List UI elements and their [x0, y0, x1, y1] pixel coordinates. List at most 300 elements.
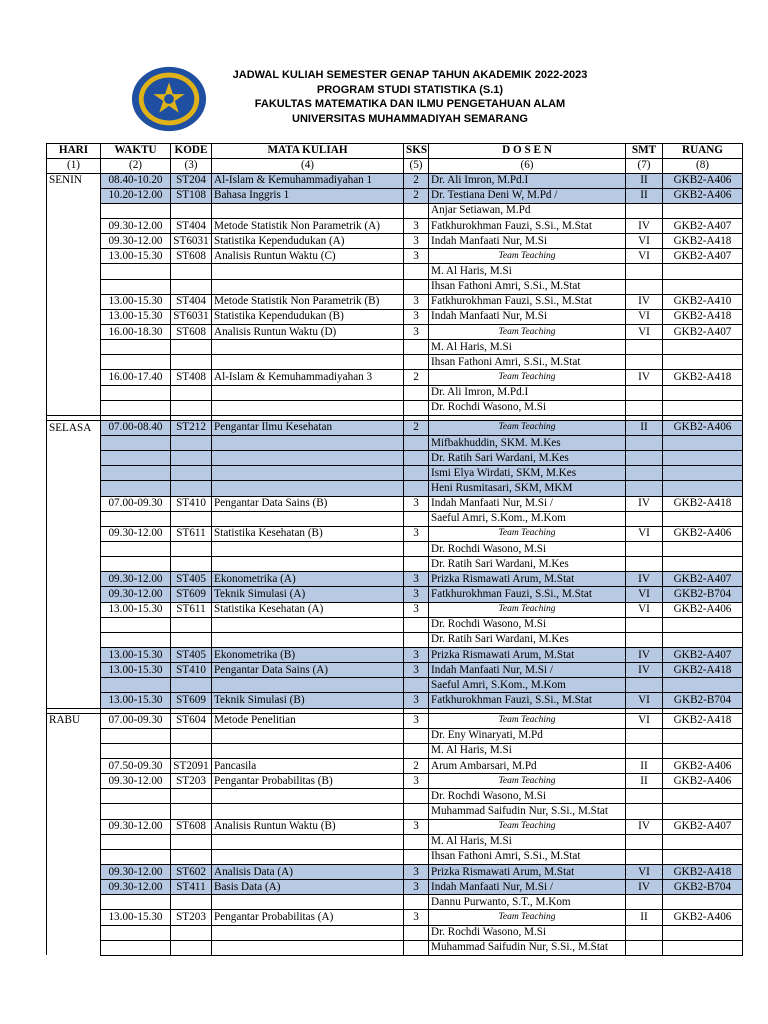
cell-dosen: Mifbakhuddin, SKM. M.Kes: [429, 436, 626, 451]
cell-sks: 3: [404, 325, 429, 340]
table-row: [47, 693, 743, 708]
cell-mata-kuliah: [212, 385, 404, 400]
table-row: [47, 511, 743, 526]
cell-dosen: M. Al Haris, M.Si: [429, 743, 626, 758]
cell-waktu: 13.00-15.30: [101, 693, 171, 708]
cell-waktu: [101, 895, 171, 910]
cell-sks: [404, 743, 429, 758]
cell-sks: [404, 925, 429, 940]
cell-waktu: [101, 400, 171, 415]
cell-dosen: Dr. Ratih Sari Wardani, M.Kes: [429, 557, 626, 572]
cell-ruang: GKB2-A407: [663, 819, 743, 834]
cell-waktu: 09.30-12.00: [101, 587, 171, 602]
cell-ruang: [663, 481, 743, 496]
cell-ruang: [663, 451, 743, 466]
cell-kode: [171, 557, 212, 572]
cell-ruang: [663, 385, 743, 400]
cell-mata-kuliah: Pancasila: [212, 758, 404, 773]
table-row: [47, 203, 743, 218]
column-number-waktu: (2): [101, 158, 171, 173]
day-cell: [47, 542, 101, 557]
table-row: [47, 834, 743, 849]
cell-mata-kuliah: [212, 355, 404, 370]
table-row: [47, 496, 743, 511]
cell-kode: ST411: [171, 880, 212, 895]
cell-dosen: Dr. Testiana Deni W, M.Pd /: [429, 188, 626, 203]
cell-kode: [171, 203, 212, 218]
cell-waktu: 10.20-12.00: [101, 188, 171, 203]
cell-sks: 3: [404, 693, 429, 708]
table-row: [47, 234, 743, 249]
cell-smt: [626, 340, 663, 355]
day-cell: [47, 203, 101, 218]
column-number-kode: (3): [171, 158, 212, 173]
cell-dosen: Indah Manfaati Nur, M.Si: [429, 234, 626, 249]
cell-smt: [626, 451, 663, 466]
cell-smt: [626, 400, 663, 415]
cell-mata-kuliah: Al-Islam & Kemuhammadiyahan 1: [212, 173, 404, 188]
cell-ruang: [663, 895, 743, 910]
cell-dosen: Dr. Rochdi Wasono, M.Si: [429, 400, 626, 415]
cell-waktu: 09.30-12.00: [101, 572, 171, 587]
table-row: [47, 219, 743, 234]
table-row: [47, 678, 743, 693]
cell-smt: [626, 557, 663, 572]
cell-ruang: [663, 511, 743, 526]
cell-smt: II: [626, 420, 663, 435]
cell-ruang: GKB2-B704: [663, 587, 743, 602]
table-row: [47, 370, 743, 385]
cell-sks: 3: [404, 249, 429, 264]
day-cell: [47, 309, 101, 324]
day-cell: [47, 774, 101, 789]
day-cell: [47, 880, 101, 895]
table-header-row: [47, 144, 743, 159]
day-cell: [47, 294, 101, 309]
table-number-row: [47, 158, 743, 173]
cell-smt: VI: [626, 309, 663, 324]
cell-sks: [404, 617, 429, 632]
cell-waktu: [101, 385, 171, 400]
cell-mata-kuliah: [212, 557, 404, 572]
document-titles: [0, 68, 768, 126]
cell-smt: IV: [626, 219, 663, 234]
cell-kode: [171, 400, 212, 415]
cell-kode: ST204: [171, 173, 212, 188]
day-cell: [47, 249, 101, 264]
cell-waktu: 13.00-15.30: [101, 294, 171, 309]
cell-sks: [404, 804, 429, 819]
cell-smt: [626, 511, 663, 526]
cell-waktu: [101, 466, 171, 481]
header-mata-kuliah: MATA KULIAH: [212, 144, 404, 159]
cell-smt: [626, 834, 663, 849]
cell-waktu: 07.00-08.40: [101, 420, 171, 435]
cell-mata-kuliah: [212, 789, 404, 804]
day-cell: [47, 188, 101, 203]
cell-mata-kuliah: Metode Penelitian: [212, 713, 404, 728]
cell-ruang: [663, 264, 743, 279]
cell-waktu: 09.30-12.00: [101, 864, 171, 879]
cell-mata-kuliah: [212, 743, 404, 758]
day-cell: RABU: [47, 713, 101, 728]
cell-sks: [404, 400, 429, 415]
cell-sks: 3: [404, 234, 429, 249]
table-row: [47, 880, 743, 895]
cell-ruang: [663, 925, 743, 940]
column-number-smt: (7): [626, 158, 663, 173]
day-cell: [47, 789, 101, 804]
cell-waktu: 09.30-12.00: [101, 219, 171, 234]
cell-smt: II: [626, 188, 663, 203]
cell-dosen: Dr. Ratih Sari Wardani, M.Kes: [429, 451, 626, 466]
cell-waktu: 09.30-12.00: [101, 234, 171, 249]
cell-waktu: 09.30-12.00: [101, 526, 171, 541]
cell-sks: 3: [404, 526, 429, 541]
cell-dosen: Team Teaching: [429, 774, 626, 789]
cell-kode: [171, 451, 212, 466]
cell-mata-kuliah: [212, 632, 404, 647]
cell-dosen: M. Al Haris, M.Si: [429, 834, 626, 849]
cell-sks: [404, 632, 429, 647]
day-cell: [47, 819, 101, 834]
cell-waktu: [101, 743, 171, 758]
table-row: [47, 249, 743, 264]
day-cell: [47, 511, 101, 526]
cell-waktu: [101, 203, 171, 218]
cell-waktu: 13.00-15.30: [101, 910, 171, 925]
cell-ruang: GKB2-A410: [663, 294, 743, 309]
cell-kode: ST608: [171, 249, 212, 264]
cell-mata-kuliah: Statistika Kependudukan (B): [212, 309, 404, 324]
cell-sks: 3: [404, 819, 429, 834]
header-smt: SMT: [626, 144, 663, 159]
cell-mata-kuliah: Ekonometrika (B): [212, 648, 404, 663]
cell-sks: [404, 511, 429, 526]
cell-waktu: [101, 355, 171, 370]
cell-sks: [404, 557, 429, 572]
cell-dosen: Team Teaching: [429, 819, 626, 834]
cell-dosen: Prizka Rismawati Arum, M.Stat: [429, 572, 626, 587]
cell-mata-kuliah: Pengantar Probabilitas (A): [212, 910, 404, 925]
cell-waktu: [101, 617, 171, 632]
cell-mata-kuliah: [212, 940, 404, 955]
table-row: [47, 728, 743, 743]
cell-sks: 3: [404, 648, 429, 663]
cell-kode: [171, 466, 212, 481]
cell-kode: ST203: [171, 910, 212, 925]
cell-dosen: Dr. Rochdi Wasono, M.Si: [429, 789, 626, 804]
table-row: [47, 602, 743, 617]
cell-kode: [171, 849, 212, 864]
day-cell: [47, 617, 101, 632]
cell-kode: [171, 728, 212, 743]
cell-waktu: [101, 925, 171, 940]
table-row: [47, 542, 743, 557]
cell-ruang: [663, 940, 743, 955]
cell-mata-kuliah: [212, 542, 404, 557]
table-row: [47, 632, 743, 647]
cell-sks: [404, 385, 429, 400]
cell-ruang: [663, 355, 743, 370]
cell-waktu: [101, 849, 171, 864]
cell-kode: [171, 617, 212, 632]
cell-kode: ST408: [171, 370, 212, 385]
cell-mata-kuliah: [212, 678, 404, 693]
cell-smt: II: [626, 758, 663, 773]
header-hari: HARI: [47, 144, 101, 159]
day-cell: [47, 496, 101, 511]
cell-dosen: Saeful Amri, S.Kom., M.Kom: [429, 511, 626, 526]
cell-ruang: [663, 743, 743, 758]
cell-ruang: GKB2-A407: [663, 249, 743, 264]
cell-ruang: GKB2-A406: [663, 774, 743, 789]
cell-waktu: [101, 340, 171, 355]
table-row: [47, 910, 743, 925]
cell-sks: 3: [404, 309, 429, 324]
cell-kode: ST404: [171, 294, 212, 309]
cell-mata-kuliah: Metode Statistik Non Parametrik (A): [212, 219, 404, 234]
table-row: [47, 572, 743, 587]
cell-kode: [171, 340, 212, 355]
cell-ruang: [663, 400, 743, 415]
table-row: [47, 309, 743, 324]
cell-waktu: 13.00-15.30: [101, 648, 171, 663]
day-cell: [47, 234, 101, 249]
cell-sks: 3: [404, 602, 429, 617]
cell-smt: IV: [626, 572, 663, 587]
cell-mata-kuliah: [212, 279, 404, 294]
cell-smt: [626, 925, 663, 940]
cell-waktu: [101, 279, 171, 294]
cell-ruang: GKB2-A407: [663, 572, 743, 587]
column-number-mata-kuliah: (4): [212, 158, 404, 173]
cell-sks: [404, 340, 429, 355]
cell-ruang: GKB2-A406: [663, 173, 743, 188]
table-row: [47, 173, 743, 188]
cell-ruang: GKB2-A418: [663, 309, 743, 324]
cell-smt: [626, 895, 663, 910]
cell-waktu: [101, 264, 171, 279]
cell-sks: 3: [404, 864, 429, 879]
cell-sks: 2: [404, 420, 429, 435]
day-cell: [47, 219, 101, 234]
schedule-table: [46, 143, 743, 956]
table-row: [47, 587, 743, 602]
cell-sks: 3: [404, 880, 429, 895]
day-cell: [47, 849, 101, 864]
cell-kode: ST602: [171, 864, 212, 879]
cell-ruang: GKB2-A406: [663, 188, 743, 203]
day-cell: SELASA: [47, 420, 101, 435]
cell-dosen: M. Al Haris, M.Si: [429, 264, 626, 279]
cell-kode: [171, 834, 212, 849]
cell-mata-kuliah: [212, 400, 404, 415]
cell-kode: ST405: [171, 648, 212, 663]
cell-waktu: [101, 451, 171, 466]
title-line-2: PROGRAM STUDI STATISTIKA (S.1): [316, 83, 504, 96]
cell-mata-kuliah: [212, 804, 404, 819]
day-cell: [47, 481, 101, 496]
cell-dosen: Indah Manfaati Nur, M.Si /: [429, 496, 626, 511]
day-cell: [47, 804, 101, 819]
cell-mata-kuliah: [212, 264, 404, 279]
cell-smt: IV: [626, 880, 663, 895]
cell-ruang: GKB2-A418: [663, 496, 743, 511]
title-line-1: JADWAL KULIAH SEMESTER GENAP TAHUN AKADEMIK 2022-2023: [232, 69, 588, 81]
column-number-hari: (1): [47, 158, 101, 173]
day-cell: [47, 557, 101, 572]
cell-kode: [171, 481, 212, 496]
cell-sks: [404, 436, 429, 451]
table-row: [47, 264, 743, 279]
header-dosen: D O S E N: [429, 144, 626, 159]
table-row: [47, 617, 743, 632]
cell-ruang: [663, 728, 743, 743]
table-row: [47, 279, 743, 294]
cell-waktu: 16.00-17.40: [101, 370, 171, 385]
day-cell: [47, 925, 101, 940]
cell-dosen: Muhammad Saifudin Nur, S.Si., M.Stat: [429, 940, 626, 955]
day-cell: [47, 451, 101, 466]
cell-kode: [171, 789, 212, 804]
cell-sks: 3: [404, 774, 429, 789]
cell-kode: [171, 436, 212, 451]
cell-dosen: Dr. Ali Imron, M.Pd.I: [429, 385, 626, 400]
cell-sks: [404, 279, 429, 294]
cell-mata-kuliah: Al-Islam & Kemuhammadiyahan 3: [212, 370, 404, 385]
cell-dosen: Ismi Elya Wirdati, SKM, M.Kes: [429, 466, 626, 481]
day-cell: [47, 728, 101, 743]
cell-dosen: Fatkhurokhman Fauzi, S.Si., M.Stat: [429, 294, 626, 309]
cell-dosen: Team Teaching: [429, 249, 626, 264]
cell-mata-kuliah: [212, 834, 404, 849]
cell-dosen: Indah Manfaati Nur, M.Si: [429, 309, 626, 324]
cell-waktu: [101, 728, 171, 743]
cell-ruang: [663, 436, 743, 451]
cell-kode: [171, 940, 212, 955]
cell-kode: ST108: [171, 188, 212, 203]
cell-dosen: Saeful Amri, S.Kom., M.Kom: [429, 678, 626, 693]
cell-sks: 2: [404, 758, 429, 773]
header-ruang: RUANG: [663, 144, 743, 159]
cell-dosen: Team Teaching: [429, 526, 626, 541]
cell-dosen: Fatkhurokhman Fauzi, S.Si., M.Stat: [429, 693, 626, 708]
cell-mata-kuliah: [212, 481, 404, 496]
cell-waktu: 13.00-15.30: [101, 663, 171, 678]
cell-kode: ST404: [171, 219, 212, 234]
cell-smt: II: [626, 173, 663, 188]
day-cell: [47, 400, 101, 415]
column-number-ruang: (8): [663, 158, 743, 173]
cell-sks: 2: [404, 173, 429, 188]
cell-smt: [626, 264, 663, 279]
day-cell: [47, 940, 101, 955]
day-cell: [47, 758, 101, 773]
table-row: [47, 819, 743, 834]
cell-mata-kuliah: [212, 895, 404, 910]
day-cell: [47, 355, 101, 370]
cell-dosen: Dr. Rochdi Wasono, M.Si: [429, 617, 626, 632]
cell-sks: [404, 849, 429, 864]
table-row: [47, 557, 743, 572]
cell-dosen: Indah Manfaati Nur, M.Si /: [429, 663, 626, 678]
table-row: [47, 758, 743, 773]
cell-mata-kuliah: Pengantar Data Sains (A): [212, 663, 404, 678]
cell-kode: ST410: [171, 496, 212, 511]
day-cell: [47, 834, 101, 849]
table-row: [47, 789, 743, 804]
cell-mata-kuliah: [212, 436, 404, 451]
cell-ruang: GKB2-A406: [663, 526, 743, 541]
title-line-3: FAKULTAS MATEMATIKA DAN ILMU PENGETAHUAN ALAM: [254, 98, 566, 110]
cell-ruang: GKB2-A407: [663, 219, 743, 234]
cell-kode: ST203: [171, 774, 212, 789]
cell-kode: ST604: [171, 713, 212, 728]
table-row: [47, 864, 743, 879]
cell-smt: II: [626, 774, 663, 789]
cell-kode: ST6031: [171, 309, 212, 324]
cell-dosen: Anjar Setiawan, M.Pd: [429, 203, 626, 218]
cell-waktu: [101, 804, 171, 819]
cell-kode: ST609: [171, 587, 212, 602]
cell-kode: [171, 678, 212, 693]
cell-dosen: Team Teaching: [429, 325, 626, 340]
cell-sks: [404, 264, 429, 279]
day-cell: [47, 264, 101, 279]
cell-dosen: Ihsan Fathoni Amri, S.Si., M.Stat: [429, 279, 626, 294]
cell-waktu: [101, 789, 171, 804]
cell-sks: 2: [404, 370, 429, 385]
cell-dosen: Team Teaching: [429, 602, 626, 617]
cell-sks: 3: [404, 294, 429, 309]
cell-sks: 3: [404, 219, 429, 234]
cell-waktu: 09.30-12.00: [101, 880, 171, 895]
cell-dosen: Indah Manfaati Nur, M.Si /: [429, 880, 626, 895]
table-row: [47, 294, 743, 309]
cell-smt: [626, 481, 663, 496]
cell-mata-kuliah: Pengantar Probabilitas (B): [212, 774, 404, 789]
cell-smt: [626, 355, 663, 370]
cell-ruang: [663, 789, 743, 804]
cell-sks: 3: [404, 910, 429, 925]
table-row: [47, 340, 743, 355]
cell-smt: VI: [626, 526, 663, 541]
cell-mata-kuliah: Bahasa Inggris 1: [212, 188, 404, 203]
cell-dosen: Team Teaching: [429, 420, 626, 435]
cell-kode: [171, 743, 212, 758]
cell-kode: [171, 895, 212, 910]
cell-ruang: [663, 340, 743, 355]
cell-sks: [404, 203, 429, 218]
table-row: [47, 849, 743, 864]
cell-mata-kuliah: Basis Data (A): [212, 880, 404, 895]
cell-ruang: [663, 632, 743, 647]
cell-smt: [626, 940, 663, 955]
cell-mata-kuliah: Ekonometrika (A): [212, 572, 404, 587]
cell-ruang: GKB2-B704: [663, 693, 743, 708]
day-cell: [47, 587, 101, 602]
cell-kode: ST608: [171, 819, 212, 834]
table-row: [47, 804, 743, 819]
table-row: [47, 420, 743, 435]
cell-waktu: [101, 436, 171, 451]
cell-smt: [626, 789, 663, 804]
table-row: [47, 648, 743, 663]
cell-smt: VI: [626, 864, 663, 879]
cell-dosen: Team Teaching: [429, 910, 626, 925]
day-cell: [47, 743, 101, 758]
